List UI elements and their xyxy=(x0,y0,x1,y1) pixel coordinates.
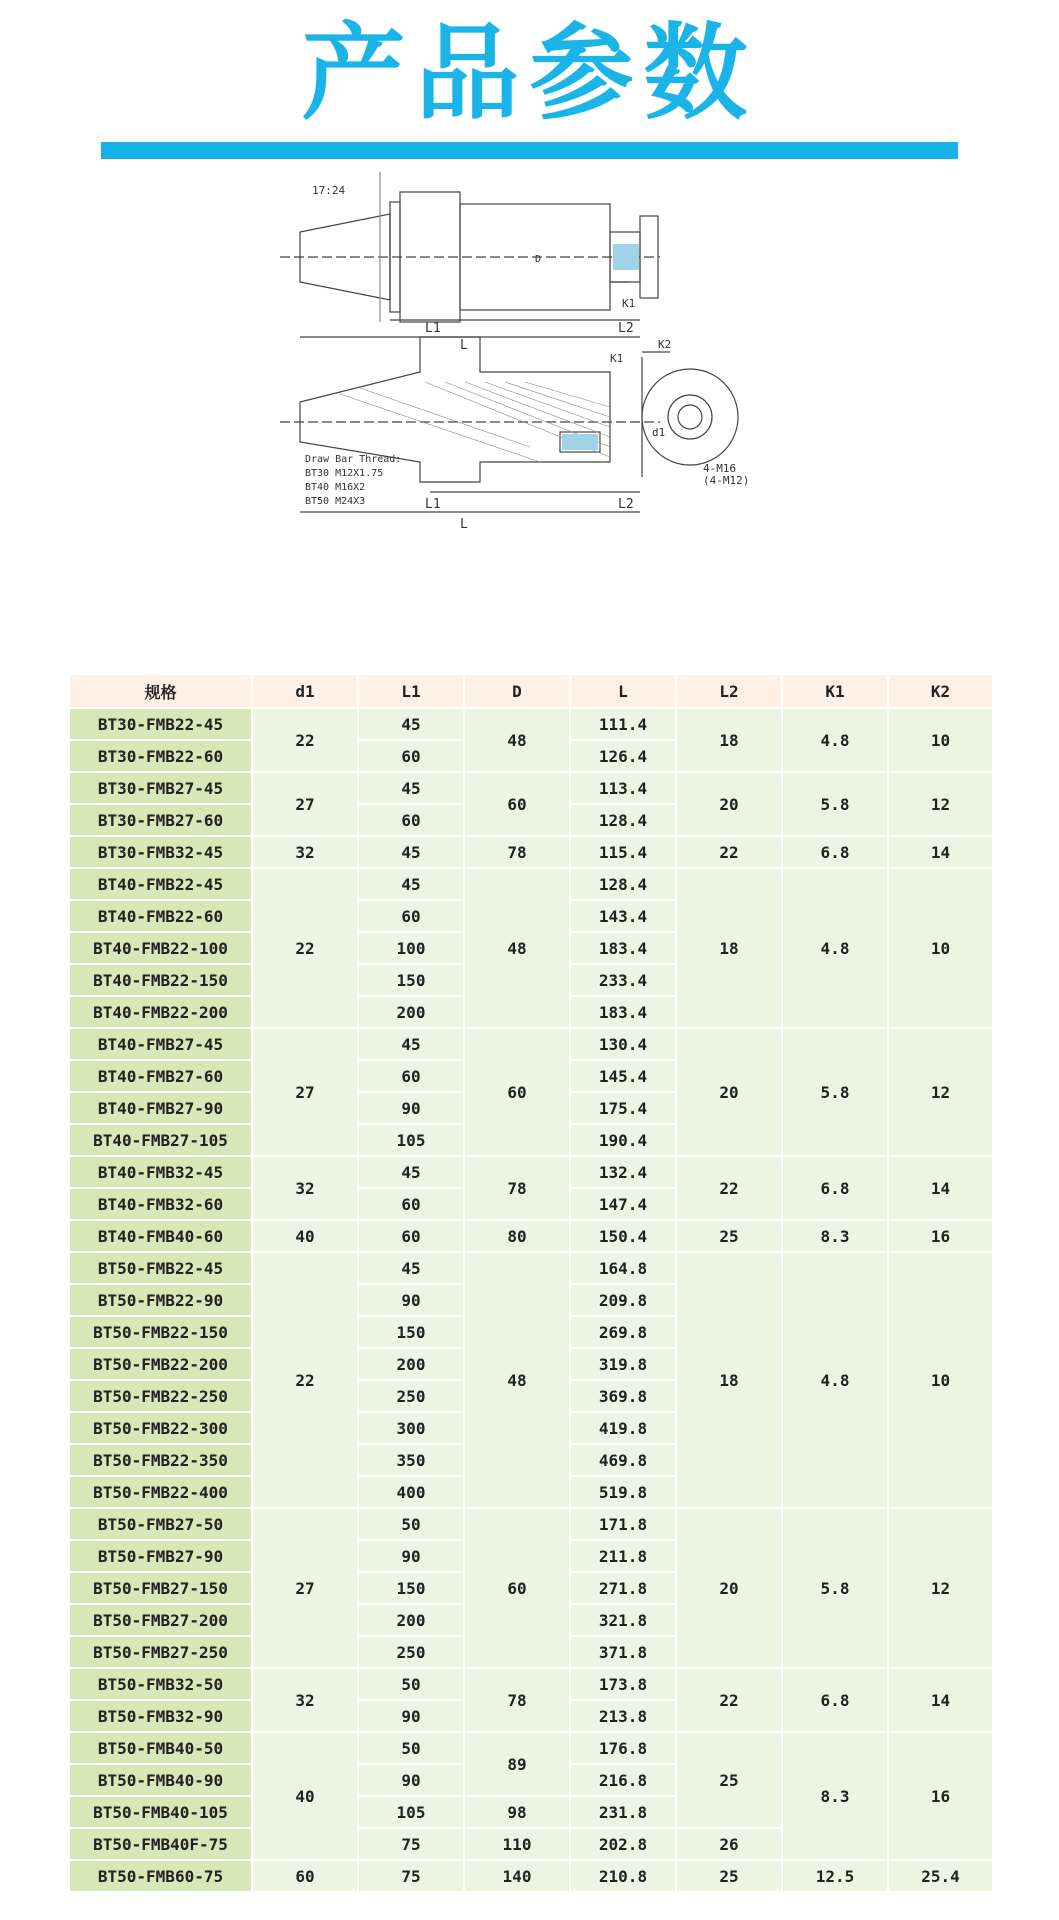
model-cell: BT40-FMB22-60 xyxy=(69,900,252,932)
cell-l1: 60 xyxy=(358,740,464,772)
column-header-l: L xyxy=(570,674,676,708)
cell-d: 48 xyxy=(464,1252,570,1508)
cell-l: 171.8 xyxy=(570,1508,676,1540)
model-cell: BT50-FMB22-300 xyxy=(69,1412,252,1444)
cell-l1: 90 xyxy=(358,1700,464,1732)
cell-k2: 14 xyxy=(888,1668,993,1732)
model-cell: BT50-FMB27-250 xyxy=(69,1636,252,1668)
cell-l1: 200 xyxy=(358,996,464,1028)
model-cell: BT50-FMB22-45 xyxy=(69,1252,252,1284)
cell-l: 469.8 xyxy=(570,1444,676,1476)
cell-l: 111.4 xyxy=(570,708,676,740)
cell-l1: 105 xyxy=(358,1124,464,1156)
column-header-k1: K1 xyxy=(782,674,888,708)
cell-l2: 25 xyxy=(676,1860,782,1892)
cell-l1: 60 xyxy=(358,804,464,836)
model-cell: BT40-FMB27-90 xyxy=(69,1092,252,1124)
draw-bar-line: BT40 M16X2 xyxy=(305,482,366,493)
table-row xyxy=(69,708,993,740)
model-cell: BT50-FMB22-90 xyxy=(69,1284,252,1316)
cell-l: 419.8 xyxy=(570,1412,676,1444)
cell-l: 128.4 xyxy=(570,804,676,836)
cell-k1: 12.5 xyxy=(782,1860,888,1892)
cell-l: 132.4 xyxy=(570,1156,676,1188)
cell-l: 371.8 xyxy=(570,1636,676,1668)
cell-k2: 25.4 xyxy=(888,1860,993,1892)
cell-l1: 90 xyxy=(358,1764,464,1796)
cell-l1: 350 xyxy=(358,1444,464,1476)
cell-l1: 150 xyxy=(358,1316,464,1348)
cell-l1: 105 xyxy=(358,1796,464,1828)
model-cell: BT50-FMB27-90 xyxy=(69,1540,252,1572)
model-cell: BT50-FMB22-250 xyxy=(69,1380,252,1412)
cell-d1: 27 xyxy=(252,1028,358,1156)
cell-d1: 27 xyxy=(252,1508,358,1668)
dim-d1-side: d1 xyxy=(652,426,666,439)
cell-l1: 60 xyxy=(358,1220,464,1252)
cell-l: 231.8 xyxy=(570,1796,676,1828)
cell-d: 48 xyxy=(464,868,570,1028)
draw-bar-line: BT30 M12X1.75 xyxy=(305,468,384,479)
model-cell: BT50-FMB40F-75 xyxy=(69,1828,252,1860)
table-row xyxy=(69,772,993,804)
cell-l: 175.4 xyxy=(570,1092,676,1124)
page-title: 产品参数 xyxy=(301,12,758,134)
cell-k1: 6.8 xyxy=(782,1668,888,1732)
cell-l: 321.8 xyxy=(570,1604,676,1636)
cell-l1: 75 xyxy=(358,1860,464,1892)
cell-l1: 150 xyxy=(358,964,464,996)
cell-k1: 4.8 xyxy=(782,708,888,772)
cell-d: 78 xyxy=(464,1668,570,1732)
draw-bar-title: Draw Bar Thread: xyxy=(305,454,402,465)
model-cell: BT40-FMB27-60 xyxy=(69,1060,252,1092)
cell-k1: 4.8 xyxy=(782,1252,888,1508)
cell-l2: 22 xyxy=(676,1668,782,1732)
cell-l2: 25 xyxy=(676,1732,782,1828)
cell-l1: 90 xyxy=(358,1284,464,1316)
cell-l: 147.4 xyxy=(570,1188,676,1220)
cell-l: 130.4 xyxy=(570,1028,676,1060)
cell-d1: 40 xyxy=(252,1732,358,1860)
cell-l: 173.8 xyxy=(570,1668,676,1700)
cell-l1: 45 xyxy=(358,836,464,868)
model-cell: BT50-FMB27-200 xyxy=(69,1604,252,1636)
cell-d: 48 xyxy=(464,708,570,772)
cell-d1: 40 xyxy=(252,1220,358,1252)
column-header-l1: L1 xyxy=(358,674,464,708)
cell-l1: 150 xyxy=(358,1572,464,1604)
cell-k2: 12 xyxy=(888,1508,993,1668)
model-cell: BT50-FMB60-75 xyxy=(69,1860,252,1892)
cell-k1: 8.3 xyxy=(782,1732,888,1860)
model-cell: BT30-FMB27-45 xyxy=(69,772,252,804)
dim-d-top: D xyxy=(535,254,542,265)
cell-l1: 400 xyxy=(358,1476,464,1508)
dim-l-bottom: L xyxy=(460,517,468,532)
model-cell: BT40-FMB40-60 xyxy=(69,1220,252,1252)
cell-l1: 45 xyxy=(358,772,464,804)
cell-d1: 22 xyxy=(252,708,358,772)
cell-k2: 10 xyxy=(888,868,993,1028)
tap-alt-label: (4-M12) xyxy=(703,474,750,487)
cell-l: 126.4 xyxy=(570,740,676,772)
cell-l: 202.8 xyxy=(570,1828,676,1860)
cell-d: 60 xyxy=(464,1028,570,1156)
cell-d1: 60 xyxy=(252,1860,358,1892)
cell-k2: 10 xyxy=(888,1252,993,1508)
cell-k1: 4.8 xyxy=(782,868,888,1028)
cell-l2: 26 xyxy=(676,1828,782,1860)
table-row xyxy=(69,1860,993,1892)
cell-l1: 60 xyxy=(358,1188,464,1220)
model-cell: BT40-FMB22-200 xyxy=(69,996,252,1028)
model-cell: BT40-FMB22-100 xyxy=(69,932,252,964)
table-row xyxy=(69,1252,993,1284)
cell-d: 60 xyxy=(464,772,570,836)
cell-k2: 12 xyxy=(888,772,993,836)
dim-k2: K2 xyxy=(658,338,672,351)
column-header-l2: L2 xyxy=(676,674,782,708)
model-cell: BT50-FMB22-150 xyxy=(69,1316,252,1348)
cell-l: 271.8 xyxy=(570,1572,676,1604)
cell-l: 233.4 xyxy=(570,964,676,996)
cell-l1: 45 xyxy=(358,1028,464,1060)
cell-k1: 5.8 xyxy=(782,772,888,836)
cell-k2: 14 xyxy=(888,836,993,868)
column-header-k2: K2 xyxy=(888,674,993,708)
cell-d: 110 xyxy=(464,1828,570,1860)
cell-l1: 200 xyxy=(358,1604,464,1636)
cell-d1: 22 xyxy=(252,868,358,1028)
cell-k2: 12 xyxy=(888,1028,993,1156)
cell-k1: 5.8 xyxy=(782,1508,888,1668)
draw-bar-line: BT50 M24X3 xyxy=(305,496,366,507)
cell-l1: 200 xyxy=(358,1348,464,1380)
cell-l: 115.4 xyxy=(570,836,676,868)
table-row xyxy=(69,1220,993,1252)
cell-d1: 32 xyxy=(252,836,358,868)
cell-l: 213.8 xyxy=(570,1700,676,1732)
dim-l1-top: L1 xyxy=(425,321,441,336)
taper-label: 17:24 xyxy=(312,184,346,197)
model-cell: BT50-FMB27-50 xyxy=(69,1508,252,1540)
cell-l2: 22 xyxy=(676,1156,782,1220)
cell-l1: 45 xyxy=(358,1156,464,1188)
cell-l1: 60 xyxy=(358,1060,464,1092)
cell-l: 113.4 xyxy=(570,772,676,804)
dim-k1-top: K1 xyxy=(622,297,636,310)
table-row xyxy=(69,1028,993,1060)
cell-d1: 32 xyxy=(252,1668,358,1732)
model-cell: BT40-FMB27-105 xyxy=(69,1124,252,1156)
dim-l1-bottom: L1 xyxy=(425,497,441,512)
model-cell: BT40-FMB32-60 xyxy=(69,1188,252,1220)
cell-l1: 250 xyxy=(358,1380,464,1412)
dim-k1-bottom: K1 xyxy=(610,352,624,365)
cell-l: 183.4 xyxy=(570,996,676,1028)
cell-l2: 25 xyxy=(676,1220,782,1252)
cell-l: 143.4 xyxy=(570,900,676,932)
cell-l1: 45 xyxy=(358,1252,464,1284)
cell-l: 164.8 xyxy=(570,1252,676,1284)
cell-k1: 6.8 xyxy=(782,836,888,868)
table-header-row xyxy=(69,674,993,708)
table-row xyxy=(69,1508,993,1540)
spec-table xyxy=(68,673,994,1893)
cell-k1: 8.3 xyxy=(782,1220,888,1252)
cell-k2: 10 xyxy=(888,708,993,772)
cell-l1: 90 xyxy=(358,1540,464,1572)
cell-d: 78 xyxy=(464,1156,570,1220)
cell-l: 145.4 xyxy=(570,1060,676,1092)
dim-l2-top: L2 xyxy=(618,321,634,336)
model-cell: BT30-FMB22-60 xyxy=(69,740,252,772)
cell-l: 150.4 xyxy=(570,1220,676,1252)
model-cell: BT50-FMB40-105 xyxy=(69,1796,252,1828)
model-cell: BT50-FMB40-90 xyxy=(69,1764,252,1796)
title-underline-bar xyxy=(101,142,958,159)
model-cell: BT30-FMB27-60 xyxy=(69,804,252,836)
cell-k2: 14 xyxy=(888,1156,993,1220)
cell-d: 89 xyxy=(464,1732,570,1796)
cell-l2: 20 xyxy=(676,1028,782,1156)
cell-l1: 45 xyxy=(358,708,464,740)
cell-l2: 18 xyxy=(676,1252,782,1508)
cell-k2: 16 xyxy=(888,1732,993,1860)
model-cell: BT50-FMB40-50 xyxy=(69,1732,252,1764)
table-row xyxy=(69,868,993,900)
column-header-model: 规格 xyxy=(69,674,252,708)
cell-l: 269.8 xyxy=(570,1316,676,1348)
cell-d: 60 xyxy=(464,1508,570,1668)
model-cell: BT40-FMB22-150 xyxy=(69,964,252,996)
model-cell: BT50-FMB32-90 xyxy=(69,1700,252,1732)
cell-d1: 22 xyxy=(252,1252,358,1508)
cell-l1: 45 xyxy=(358,868,464,900)
cell-l2: 22 xyxy=(676,836,782,868)
cell-l: 128.4 xyxy=(570,868,676,900)
table-row xyxy=(69,1732,993,1764)
table-row xyxy=(69,836,993,868)
cell-l: 210.8 xyxy=(570,1860,676,1892)
model-cell: BT50-FMB22-400 xyxy=(69,1476,252,1508)
technical-drawing xyxy=(280,172,910,637)
model-cell: BT50-FMB22-200 xyxy=(69,1348,252,1380)
table-row xyxy=(69,1668,993,1700)
cell-l: 190.4 xyxy=(570,1124,676,1156)
cell-d: 98 xyxy=(464,1796,570,1828)
cell-l1: 250 xyxy=(358,1636,464,1668)
model-cell: BT30-FMB22-45 xyxy=(69,708,252,740)
cell-l2: 18 xyxy=(676,708,782,772)
cell-d1: 32 xyxy=(252,1156,358,1220)
cell-l: 319.8 xyxy=(570,1348,676,1380)
cell-d: 80 xyxy=(464,1220,570,1252)
cell-l1: 50 xyxy=(358,1732,464,1764)
model-cell: BT40-FMB27-45 xyxy=(69,1028,252,1060)
cell-l2: 20 xyxy=(676,772,782,836)
model-cell: BT30-FMB32-45 xyxy=(69,836,252,868)
cell-l1: 100 xyxy=(358,932,464,964)
tap-label: 4-M16 xyxy=(703,462,737,475)
cell-l1: 60 xyxy=(358,900,464,932)
cell-d: 140 xyxy=(464,1860,570,1892)
cell-k1: 5.8 xyxy=(782,1028,888,1156)
cell-l: 183.4 xyxy=(570,932,676,964)
model-cell: BT40-FMB32-45 xyxy=(69,1156,252,1188)
model-cell: BT50-FMB27-150 xyxy=(69,1572,252,1604)
cell-l1: 75 xyxy=(358,1828,464,1860)
cell-l: 216.8 xyxy=(570,1764,676,1796)
column-header-d1: d1 xyxy=(252,674,358,708)
column-header-d: D xyxy=(464,674,570,708)
model-cell: BT50-FMB32-50 xyxy=(69,1668,252,1700)
cell-l: 176.8 xyxy=(570,1732,676,1764)
dim-l-top: L xyxy=(460,338,468,353)
cell-d: 78 xyxy=(464,836,570,868)
dim-l2-bottom: L2 xyxy=(618,497,634,512)
cell-d1: 27 xyxy=(252,772,358,836)
cell-l1: 300 xyxy=(358,1412,464,1444)
cell-l1: 50 xyxy=(358,1668,464,1700)
cell-l: 519.8 xyxy=(570,1476,676,1508)
cell-l: 211.8 xyxy=(570,1540,676,1572)
cell-k1: 6.8 xyxy=(782,1156,888,1220)
model-cell: BT40-FMB22-45 xyxy=(69,868,252,900)
table-row xyxy=(69,1156,993,1188)
cell-k2: 16 xyxy=(888,1220,993,1252)
cell-l1: 50 xyxy=(358,1508,464,1540)
cell-l: 209.8 xyxy=(570,1284,676,1316)
cell-l2: 20 xyxy=(676,1508,782,1668)
model-cell: BT50-FMB22-350 xyxy=(69,1444,252,1476)
cell-l: 369.8 xyxy=(570,1380,676,1412)
cell-l2: 18 xyxy=(676,868,782,1028)
cell-l1: 90 xyxy=(358,1092,464,1124)
